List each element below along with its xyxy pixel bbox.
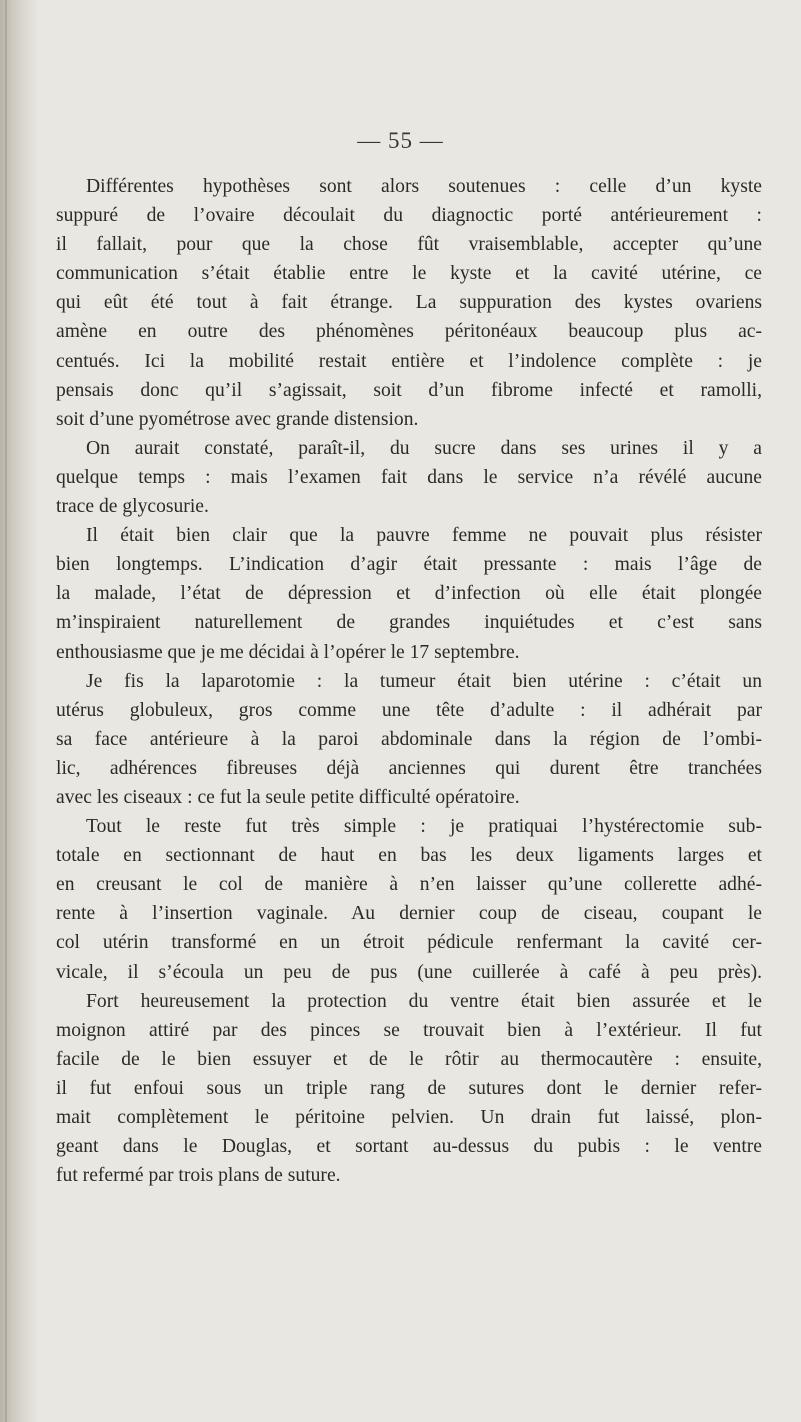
text-line: sa face antérieure à la paroi abdominale dans la région de l’ombi- [56,728,762,750]
text-line: Je fis la laparotomie : la tumeur était bien utérine : c’était un [86,670,762,692]
text-line: Il était bien clair que la pauvre femme ne pouvait plus résister [86,525,762,547]
text-line: amène en outre des phénomènes péritonéaux beaucoup plus ac- [56,321,762,343]
text-line: col utérin transformé en un étroit pédicule renfermant la cavité cer- [56,932,762,954]
text-line: centués. Ici la mobilité restait entière et l’indolence complète : je [56,350,762,372]
text-line: suppuré de l’ovaire découlait du diagnoctic porté antérieurement : [56,205,762,227]
text-line: quelque temps : mais l’examen fait dans le service n’a révélé aucune [56,466,762,488]
text-line: mait complètement le péritoine pelvien. Un drain fut laissé, plon- [56,1107,762,1128]
text-line: soit d’une pyométrose avec grande distension. [56,408,419,430]
text-line: facile de le bien essuyer et de le rôtir au thermocautère : ensuite, [56,1048,762,1070]
text-line: Tout le reste fut très simple : je pratiquai l’hystérectomie sub- [86,816,762,838]
text-line: la malade, l’état de dépression et d’infection où elle était plongée [56,583,762,605]
text-line: On aurait constaté, paraît-il, du sucre dans ses urines il y a [86,437,762,459]
text-line: qui eût été tout à fait étrange. La suppuration des kystes ovariens [56,292,762,314]
text-line: geant dans le Douglas, et sortant au-dessus du pubis : le ventre [56,1136,762,1158]
text-line: en creusant le col de manière à n’en laisser qu’une collerette adhé- [56,874,762,896]
text-line: m’inspiraient naturellement de grandes inquiétudes et c’est sans [56,612,762,634]
text-line: totale en sectionnant de haut en bas les deux ligaments larges et [56,845,762,867]
page-number: — 55 — [357,128,444,153]
text-line: Différentes hypothèses sont alors soutenues : celle d’un kyste [86,176,762,197]
text-line: avec les ciseaux : ce fut la seule petite difficulté opératoire. [56,786,520,808]
body-text [56,172,762,1190]
text-line: communication s’était établie entre le kyste et la cavité utérine, ce [56,263,762,285]
text-line: rente à l’insertion vaginale. Au dernier coup de ciseau, coupant le [56,903,762,925]
binding-crease [5,0,7,1422]
text-line: Fort heureusement la protection du ventre était bien assurée et le [86,990,762,1012]
text-line: vicale, il s’écoula un peu de pus (une cuillerée à café à peu près). [56,961,762,983]
text-line: enthousiasme que je me décidai à l’opérer le 17 septembre. [56,641,520,663]
text-line: moignon attiré par des pinces se trouvait bien à l’extérieur. Il fut [56,1019,762,1041]
text-line: lic, adhérences fibreuses déjà anciennes qui durent être tranchées [56,757,762,779]
text-line: il fallait, pour que la chose fût vraisemblable, accepter qu’une [56,234,762,256]
text-line: utérus globuleux, gros comme une tête d’adulte : il adhérait par [56,699,762,721]
text-line: bien longtemps. L’indication d’agir était pressante : mais l’âge de [56,554,762,576]
text-line: il fut enfoui sous un triple rang de sutures dont le dernier refer- [56,1077,762,1099]
text-line: fut refermé par trois plans de suture. [56,1165,341,1187]
text-line: pensais donc qu’il s’agissait, soit d’un fibrome infecté et ramolli, [56,379,762,401]
text-line: trace de glycosurie. [56,496,209,518]
